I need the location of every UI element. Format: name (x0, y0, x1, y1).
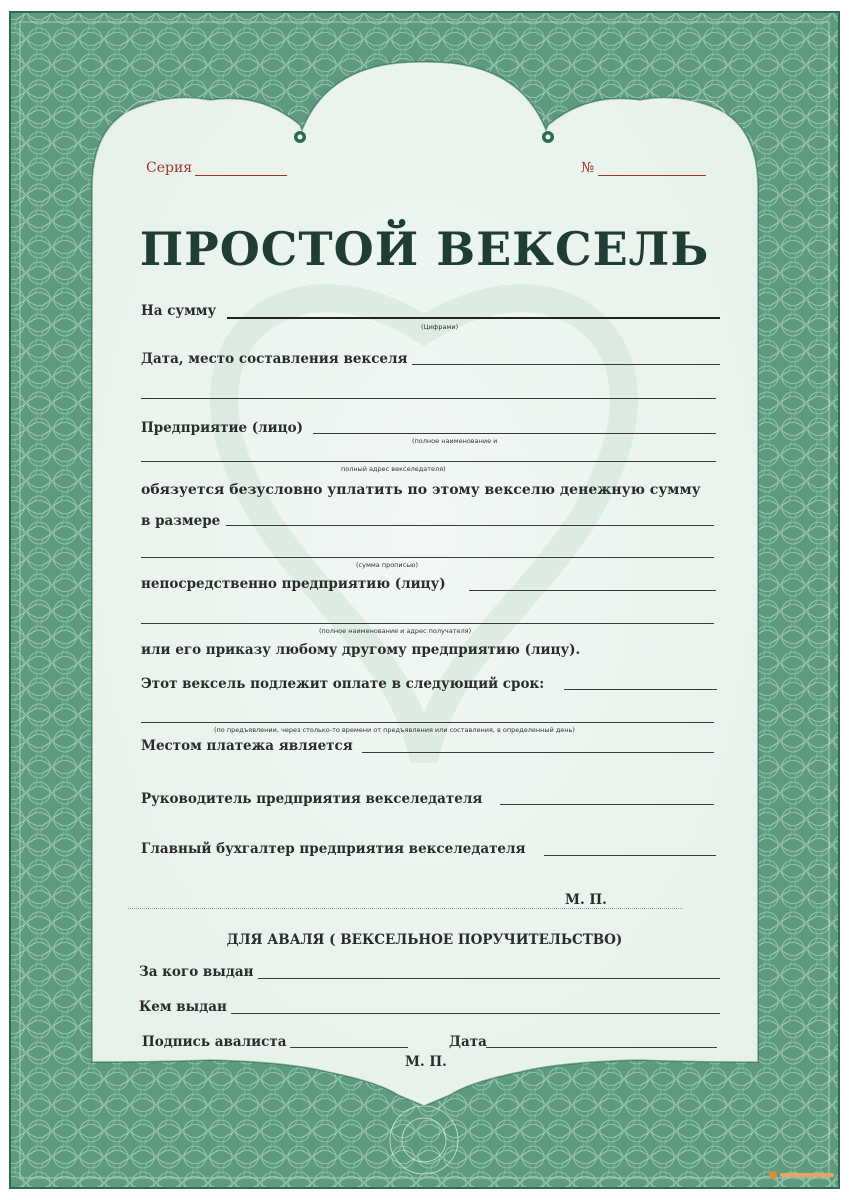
accountant-line[interactable] (544, 855, 716, 856)
enterprise-line[interactable] (313, 433, 716, 434)
head-line[interactable] (500, 804, 714, 805)
seal-label: М. П. (565, 892, 607, 908)
aval-date-label: Дата (449, 1034, 487, 1050)
enterprise-line-2[interactable] (141, 461, 716, 462)
enterprise-label: Предприятие (лицо) (141, 420, 304, 436)
aval-for-whom-label: За кого выдан (139, 964, 254, 980)
term-label: Этот вексель подлежит оплате в следующий срок: (141, 676, 545, 692)
amount-hint: (Цифрами) (421, 323, 459, 331)
enterprise-hint-2: полный адрес векселедателя) (341, 465, 446, 473)
number-line[interactable] (598, 175, 706, 176)
directly-label: непосредственно предприятию (лицу) (141, 576, 446, 592)
series-label: Серия (146, 160, 193, 176)
aval-seal-label: М. П. (405, 1054, 447, 1070)
accountant-label: Главный бухгалтер предприятия векселедателя (141, 841, 526, 857)
aval-date-line[interactable] (486, 1047, 717, 1048)
term-line[interactable] (564, 689, 717, 690)
payee-hint: (полное наименование и адрес получателя) (319, 627, 472, 635)
microtext-divider (128, 908, 683, 909)
size-label: в размере (141, 513, 221, 529)
document-title: ПРОСТОЙ ВЕКСЕЛЬ (139, 222, 710, 276)
sum-words-hint: (сумма прописью) (356, 561, 419, 569)
size-line[interactable] (226, 525, 714, 526)
directly-line[interactable] (469, 590, 716, 591)
obligation-text: обязуется безусловно уплатить по этому векселю денежную сумму (141, 482, 701, 498)
aval-by-whom-label: Кем выдан (139, 999, 227, 1015)
payee-line[interactable] (141, 623, 714, 624)
date-place-line[interactable] (412, 364, 720, 365)
aval-signature-line[interactable] (290, 1047, 408, 1048)
amount-label: На сумму (141, 303, 217, 319)
number-label: № (581, 160, 595, 176)
sum-words-line[interactable] (141, 557, 714, 558)
order-text: или его приказу любому другому предприятию (лицу). (141, 642, 581, 658)
series-line[interactable] (195, 175, 287, 176)
enterprise-hint-1: (полное наименование и (412, 437, 498, 445)
amount-line[interactable] (227, 317, 720, 319)
term-line-2[interactable] (141, 722, 714, 723)
aval-by-whom-line[interactable] (231, 1013, 720, 1014)
date-place-label: Дата, место составления векселя (141, 351, 408, 367)
place-line[interactable] (362, 752, 714, 753)
term-hint: (по предъявлении, через столько-то времени от предъявления или составления, в определенный день) (214, 726, 575, 734)
aval-signature-label: Подпись авалиста (142, 1034, 287, 1050)
place-label: Местом платежа является (141, 738, 353, 754)
printer-logo-icon (768, 1170, 838, 1182)
aval-for-whom-line[interactable] (258, 978, 720, 979)
aval-title: ДЛЯ АВАЛЯ ( ВЕКСЕЛЬНОЕ ПОРУЧИТЕЛЬСТВО) (226, 932, 623, 948)
head-label: Руководитель предприятия векселедателя (141, 791, 483, 807)
date-place-line-2[interactable] (141, 398, 716, 399)
